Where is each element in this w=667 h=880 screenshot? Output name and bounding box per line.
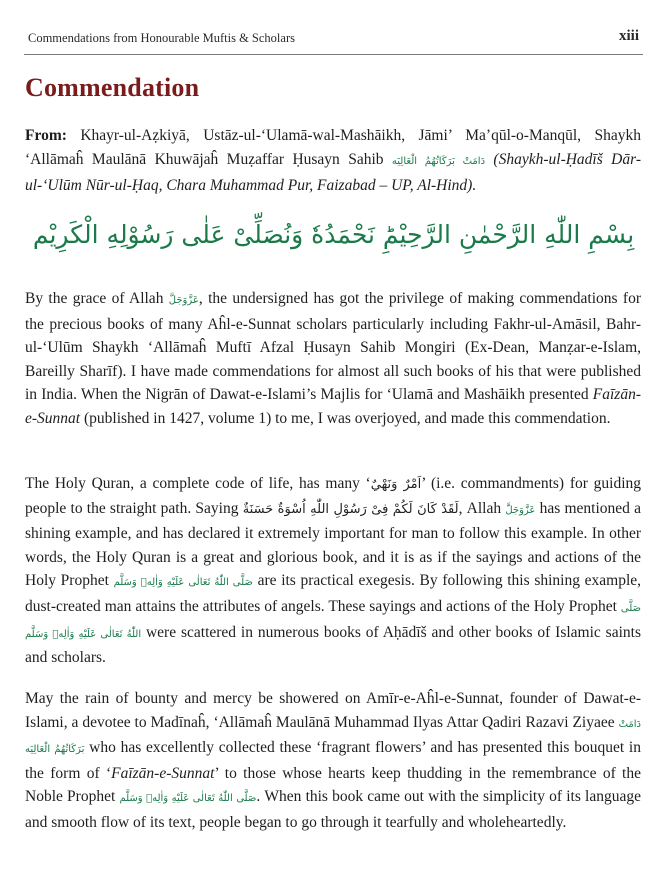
from-block [25,124,641,198]
honorific-arabic: دَامَتْ بَرَكَاتُهُمُ الْعَالِيَه [391,156,486,167]
from-label: From: [25,127,67,144]
paragraph-2 [25,472,641,670]
salawat-arabic: صَلَّى اللّٰهُ تَعَالٰى عَلَيْهِ وَاٰلِهٖ وَسَلَّم [113,577,253,589]
paragraph-3 [25,687,641,835]
running-title: Commendations from Honourable Muftis & Scholars [28,31,295,45]
arabic-phrase: اَمْرٌ وَنَهْيٌ [370,477,422,492]
from-text: Khayr-ul-Aẓkiyā, Ustāz-ul-‘Ulamā-wal-Mashāikh, Jāmi’ Ma’qūl-o-Manqūl, Shaykh ‘Allāmaĥ Maulānā Khuwājaĥ Muẓaffar Ḥusayn Sahib [25,127,641,168]
arabic-honorific: عَزَّوَجَلَّ [168,295,199,306]
paragraph-text: ’ (i.e. commandments) for guiding people to the straight path. Saying [25,475,642,517]
paragraph-text: are its practical exegesis. By following this shining example, dust-created man attains the attributes of angels. These sayings and actions of the Holy Prophet [25,572,642,615]
paragraph-text: May the rain of bounty and mercy be showered on Amīr-e-Aĥl-e-Sunnat, founder of Dawat-e-Islami, a devotee to Madīnaĥ, ‘Allāmaĥ Maulānā Muhammad Ilyas Attar Qadiri Razavi Ziyaee [25,690,641,731]
book-title: Faīzān-e-Sunnat [111,764,215,782]
paragraph-text: The Holy Quran, a complete code of life, has many ‘ [25,475,371,492]
paragraph-text: , Allah [458,499,506,517]
bismillah-calligraphy: بِسْمِ اللّٰهِ الرَّحْمٰنِ الرَّحِيْمِؕ نَحْمَدُهٗ وَنُصَلِّیْ عَلٰی رَسُوْلِهِ الْكَرِيْم [32,220,635,249]
book-title: Faīzān-e-Sunnat [25,386,641,427]
page-title: Commendation [25,73,200,102]
paragraph-text: . When this book came out with the simplicity of its language and smooth flow of its text, people began to go through it tearfully and wholeheartedly. [25,788,641,831]
honorific-arabic: دَامَتْ بَرَكَاتُهُمُ الْعَالِيَه [25,718,641,756]
paragraph-text: , the undersigned has got the privilege of making commendations for the precious books of many Aĥl-e-Sunnat scholars particularly including Fakhr-ul-Amāsil, Bahr-ul-‘Ulūm Shaykh ‘Allāmaĥ Muftī Afzal Ḥusayn Sahib Mongiri (Ex-Dean, Manẓar-e-Islam, Bareilly Sharīf). I have made commendations for almost all such books of his that were published in India. When the Nigrān of Dawat-e-Islami’s Majlis for ‘Ulamā and Mashāikh presented [25,290,641,404]
page-number: xiii [618,28,639,44]
arabic-honorific: عَزَّوَجَلَّ [505,504,536,516]
paragraph-text: (published in 1427, volume 1) to me, I was overjoyed, and made this commendation. [80,409,611,427]
salawat-arabic: صَلَّى اللّٰهُ تَعَالٰى عَلَيْهِ وَاٰلِهٖ وَسَلَّم [25,602,641,640]
paragraph-text: has mentioned a shining example, and has declared it extremely important for man to follow this example. In other words, the Holy Quran is a great and glorious book, and it is as if the sayings and actions of the Holy Prophet [25,499,642,590]
paragraph-1 [25,287,641,431]
paragraph-text: were scattered in numerous books of Aḥādīš and other books of Islamic saints and scholars. [25,623,641,667]
quran-verse: لَقَدْ كَانَ لَكُمْ فِیْ رَسُوْلِ اللّٰهِ اُسْوَةٌ حَسَنَةٌ [242,501,459,517]
salawat-arabic: صَلَّى اللّٰهُ تَعَالٰى عَلَيْهِ وَاٰلِهٖ وَسَلَّم [119,793,257,805]
page-header [24,26,643,55]
paragraph-text: ’ to those whose hearts keep thudding in the remembrance of the Noble Prophet [25,764,641,806]
from-affiliation: (Shaykh-ul-Ḥadīš Dār-ul-‘Ulūm Nūr-ul-Ḥaq, Chara Muhammad Pur, Faizabad – UP, Al-Hind). [25,151,641,194]
paragraph-text: who has excellently collected these ‘fragrant flowers’ and has presented this bouquet in the form of ‘ [25,739,641,782]
paragraph-text: By the grace of Allah [25,290,169,307]
